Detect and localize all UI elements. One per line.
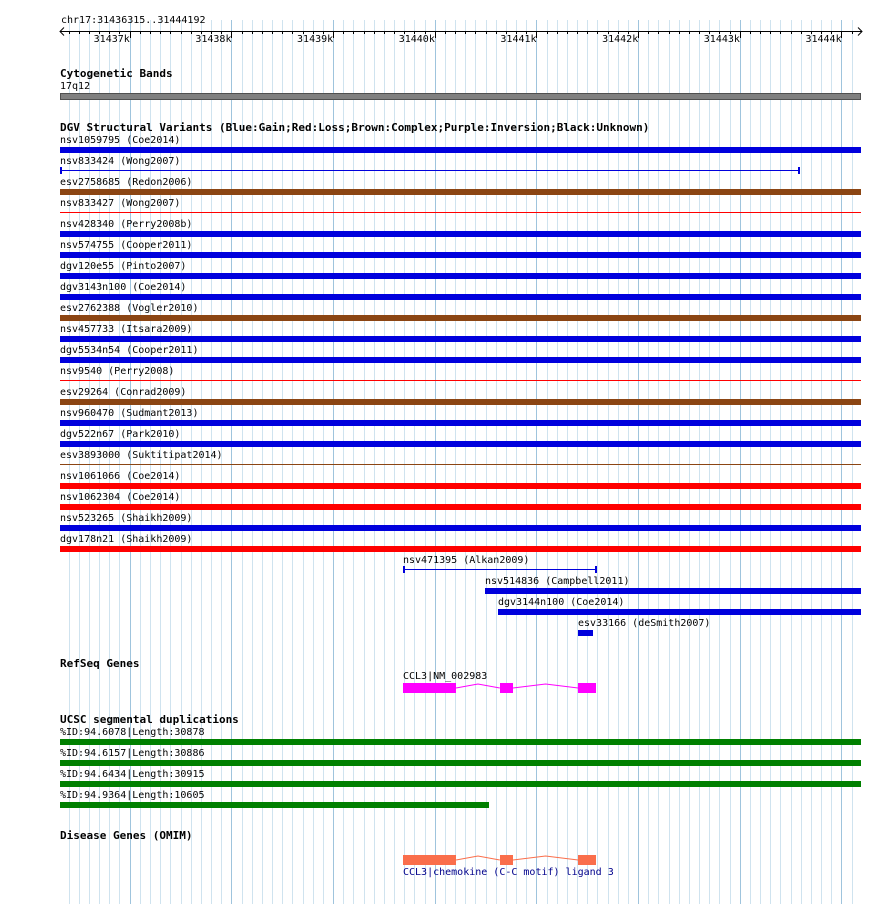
- ruler[interactable]: [0, 24, 890, 48]
- dgv-feature-bar[interactable]: [60, 441, 861, 447]
- refseq-exon: [403, 683, 456, 693]
- ruler-tick-label: 31444k: [805, 34, 842, 45]
- segdup-feature-bar[interactable]: [60, 760, 861, 766]
- dgv-feature-label: nsv523265 (Shaikh2009): [60, 513, 193, 524]
- ruler-tick-label: 31441k: [500, 34, 537, 45]
- dgv-feature-label: nsv9540 (Perry2008): [60, 366, 175, 377]
- dgv-feature-bar[interactable]: [60, 273, 861, 279]
- dgv-track-title: DGV Structural Variants (Blue:Gain;Red:Loss;Brown:Complex;Purple:Inversion;Black:Unknown): [60, 121, 650, 134]
- dgv-feature-label: esv29264 (Conrad2009): [60, 387, 187, 398]
- dgv-feature-bar[interactable]: [60, 189, 861, 195]
- dgv-feature-bar[interactable]: [60, 212, 861, 213]
- segdup-feature-label: %ID:94.6078|Length:30878: [60, 727, 205, 738]
- dgv-feature-line[interactable]: [60, 170, 799, 171]
- omim-exon: [500, 855, 513, 865]
- dgv-feature-label: nsv1062304 (Coe2014): [60, 492, 181, 503]
- ruler-tick-label: 31439k: [297, 34, 334, 45]
- ruler-location: chr17:31436315..31444192: [61, 15, 206, 26]
- dgv-feature-bar[interactable]: [485, 588, 861, 594]
- omim-intron: [513, 856, 578, 860]
- dgv-feature-endcap: [798, 167, 800, 174]
- segdup-feature-bar[interactable]: [60, 739, 861, 745]
- cytoband-bar[interactable]: [60, 93, 861, 100]
- dgv-feature-label: esv2762388 (Vogler2010): [60, 303, 199, 314]
- dgv-feature-label: dgv120e55 (Pinto2007): [60, 261, 187, 272]
- dgv-feature-bar[interactable]: [498, 609, 861, 615]
- ruler-tick-label: 31440k: [398, 34, 435, 45]
- dgv-feature-bar[interactable]: [60, 231, 861, 237]
- segdup-feature-bar[interactable]: [60, 802, 489, 808]
- cytoband-track-title: Cytogenetic Bands: [60, 67, 173, 80]
- omim-track-title: Disease Genes (OMIM): [60, 829, 193, 842]
- dgv-feature-label: nsv514836 (Campbell2011): [485, 576, 630, 587]
- dgv-feature-bar[interactable]: [60, 504, 861, 510]
- omim-intron: [456, 856, 500, 860]
- ruler-tick-label: 31438k: [195, 34, 232, 45]
- dgv-feature-label: nsv471395 (Alkan2009): [403, 555, 530, 566]
- dgv-feature-bar[interactable]: [60, 252, 861, 258]
- dgv-feature-label: nsv960470 (Sudmant2013): [60, 408, 199, 419]
- omim-exon: [403, 855, 456, 865]
- dgv-feature-label: nsv457733 (Itsara2009): [60, 324, 193, 335]
- omim-gene-model[interactable]: [0, 855, 890, 867]
- dgv-feature-label: esv2758685 (Redon2006): [60, 177, 193, 188]
- dgv-feature-label: dgv178n21 (Shaikh2009): [60, 534, 193, 545]
- refseq-gene-label: CCL3|NM_002983: [403, 671, 488, 682]
- dgv-feature-label: dgv5534n54 (Cooper2011): [60, 345, 199, 356]
- refseq-gene-model[interactable]: [0, 683, 890, 695]
- refseq-intron: [456, 684, 500, 688]
- segdup-track-title: UCSC segmental duplications: [60, 713, 239, 726]
- dgv-feature-bar[interactable]: [60, 336, 861, 342]
- dgv-feature-label: nsv428340 (Perry2008b): [60, 219, 193, 230]
- cytoband-label: 17q12: [60, 81, 91, 92]
- dgv-feature-bar[interactable]: [60, 525, 861, 531]
- ruler-tick-label: 31437k: [93, 34, 130, 45]
- segdup-feature-bar[interactable]: [60, 781, 861, 787]
- omim-gene-label: CCL3|chemokine (C-C motif) ligand 3: [403, 867, 614, 878]
- refseq-exon: [578, 683, 596, 693]
- dgv-feature-bar[interactable]: [60, 399, 861, 405]
- dgv-feature-line[interactable]: [403, 569, 596, 570]
- dgv-feature-label: nsv1061066 (Coe2014): [60, 471, 181, 482]
- dgv-feature-endcap: [60, 167, 62, 174]
- dgv-feature-label: nsv574755 (Cooper2011): [60, 240, 193, 251]
- dgv-feature-label: nsv833427 (Wong2007): [60, 198, 181, 209]
- segdup-feature-label: %ID:94.9364|Length:10605: [60, 790, 205, 801]
- refseq-exon: [500, 683, 513, 693]
- dgv-feature-label: nsv833424 (Wong2007): [60, 156, 181, 167]
- dgv-feature-bar[interactable]: [60, 546, 861, 552]
- segdup-feature-label: %ID:94.6157|Length:30886: [60, 748, 205, 759]
- dgv-feature-bar[interactable]: [60, 483, 861, 489]
- dgv-feature-bar[interactable]: [60, 380, 861, 381]
- segdup-feature-label: %ID:94.6434|Length:30915: [60, 769, 205, 780]
- dgv-feature-bar[interactable]: [60, 315, 861, 321]
- ruler-tick-label: 31443k: [703, 34, 740, 45]
- ruler-tick-label: 31442k: [602, 34, 639, 45]
- dgv-feature-bar[interactable]: [60, 464, 861, 465]
- refseq-intron: [513, 684, 578, 688]
- dgv-feature-endcap: [595, 566, 597, 573]
- dgv-feature-label: dgv3144n100 (Coe2014): [498, 597, 625, 608]
- dgv-feature-bar[interactable]: [60, 357, 861, 363]
- dgv-feature-bar[interactable]: [60, 294, 861, 300]
- dgv-feature-bar[interactable]: [60, 147, 861, 153]
- dgv-feature-bar[interactable]: [60, 420, 861, 426]
- omim-exon: [578, 855, 596, 865]
- dgv-feature-label: esv3893000 (Suktitipat2014): [60, 450, 223, 461]
- dgv-feature-label: esv33166 (deSmith2007): [578, 618, 711, 629]
- dgv-feature-label: nsv1059795 (Coe2014): [60, 135, 181, 146]
- refseq-track-title: RefSeq Genes: [60, 657, 140, 670]
- dgv-feature-label: dgv3143n100 (Coe2014): [60, 282, 187, 293]
- dgv-feature-endcap: [403, 566, 405, 573]
- dgv-feature-bar[interactable]: [578, 630, 593, 636]
- dgv-feature-label: dgv522n67 (Park2010): [60, 429, 181, 440]
